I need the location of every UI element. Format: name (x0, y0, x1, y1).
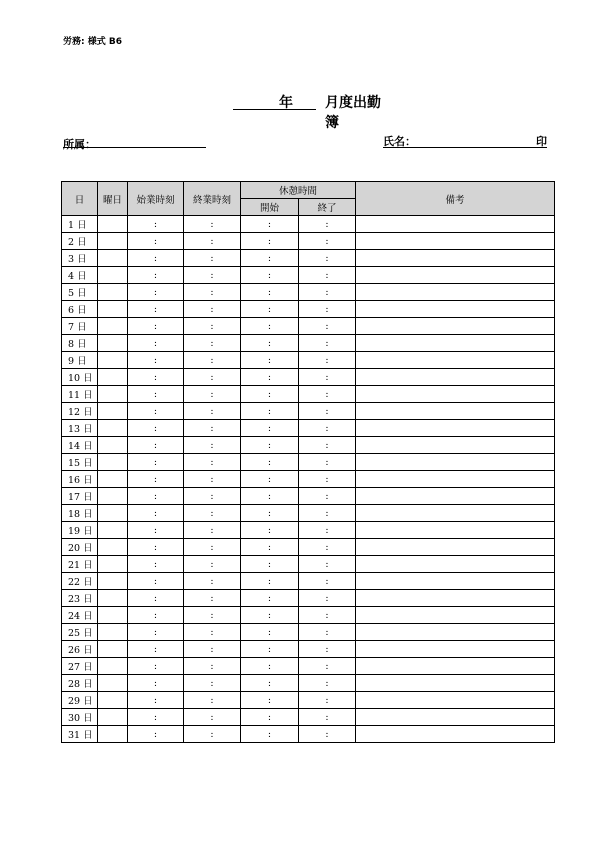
break-end-cell[interactable]: : (299, 216, 356, 233)
end-time-cell[interactable]: : (184, 403, 241, 420)
remarks-cell[interactable] (356, 641, 555, 658)
day-cell: 17 日 (62, 488, 98, 505)
weekday-cell[interactable] (98, 233, 128, 250)
start-time-cell[interactable]: : (128, 709, 184, 726)
weekday-cell[interactable] (98, 624, 128, 641)
remarks-cell[interactable] (356, 216, 555, 233)
break-start-cell[interactable]: : (241, 250, 299, 267)
remarks-cell[interactable] (356, 301, 555, 318)
day-cell: 21 日 (62, 556, 98, 573)
break-end-cell[interactable]: : (299, 386, 356, 403)
break-end-cell[interactable]: : (299, 369, 356, 386)
name-label: 氏名： (383, 135, 416, 148)
break-end-cell[interactable]: : (299, 726, 356, 743)
day-cell: 11 日 (62, 386, 98, 403)
start-time-cell[interactable]: : (128, 726, 184, 743)
break-end-cell[interactable]: : (299, 607, 356, 624)
start-time-cell[interactable]: : (128, 573, 184, 590)
table-row (62, 250, 555, 267)
break-end-cell[interactable]: : (299, 335, 356, 352)
day-cell: 23 日 (62, 590, 98, 607)
break-start-cell[interactable]: : (241, 403, 299, 420)
break-start-cell[interactable]: : (241, 522, 299, 539)
start-time-cell[interactable]: : (128, 471, 184, 488)
start-time-cell[interactable]: : (128, 301, 184, 318)
break-start-cell[interactable]: : (241, 607, 299, 624)
break-start-cell[interactable]: : (241, 352, 299, 369)
attendance-rows (62, 216, 555, 743)
end-time-cell[interactable]: : (184, 335, 241, 352)
break-start-cell[interactable]: : (241, 233, 299, 250)
remarks-cell[interactable] (356, 318, 555, 335)
break-end-cell[interactable]: : (299, 437, 356, 454)
table-row (62, 573, 555, 590)
table-row (62, 590, 555, 607)
end-time-cell[interactable]: : (184, 624, 241, 641)
remarks-cell[interactable] (356, 709, 555, 726)
end-time-cell[interactable]: : (184, 641, 241, 658)
break-start-cell[interactable]: : (241, 709, 299, 726)
table-row (62, 709, 555, 726)
start-time-cell[interactable]: : (128, 505, 184, 522)
day-cell: 15 日 (62, 454, 98, 471)
start-time-cell[interactable]: : (128, 641, 184, 658)
remarks-cell[interactable] (356, 607, 555, 624)
header-remarks: 備考 (356, 182, 555, 216)
day-cell: 22 日 (62, 573, 98, 590)
start-time-cell[interactable]: : (128, 522, 184, 539)
break-end-cell[interactable]: : (299, 233, 356, 250)
table-row (62, 403, 555, 420)
start-time-cell[interactable]: : (128, 454, 184, 471)
day-cell: 5 日 (62, 284, 98, 301)
day-cell: 8 日 (62, 335, 98, 352)
end-time-cell[interactable]: : (184, 692, 241, 709)
break-start-cell[interactable]: : (241, 386, 299, 403)
remarks-cell[interactable] (356, 726, 555, 743)
day-cell: 26 日 (62, 641, 98, 658)
weekday-cell[interactable] (98, 284, 128, 301)
break-start-cell[interactable]: : (241, 556, 299, 573)
end-time-cell[interactable]: : (184, 522, 241, 539)
start-time-cell[interactable]: : (128, 352, 184, 369)
end-time-cell[interactable]: : (184, 709, 241, 726)
day-cell: 9 日 (62, 352, 98, 369)
weekday-cell[interactable] (98, 301, 128, 318)
form-id: 労務: 様式 B6 (63, 37, 122, 47)
remarks-cell[interactable] (356, 505, 555, 522)
weekday-cell[interactable] (98, 641, 128, 658)
day-cell: 19 日 (62, 522, 98, 539)
table-row (62, 437, 555, 454)
weekday-cell[interactable] (98, 403, 128, 420)
start-time-cell[interactable]: : (128, 658, 184, 675)
start-time-cell[interactable]: : (128, 386, 184, 403)
day-cell: 25 日 (62, 624, 98, 641)
table-row (62, 369, 555, 386)
break-start-cell[interactable]: : (241, 267, 299, 284)
start-time-cell[interactable]: : (128, 624, 184, 641)
break-end-cell[interactable]: : (299, 522, 356, 539)
weekday-cell[interactable] (98, 505, 128, 522)
day-cell: 18 日 (62, 505, 98, 522)
remarks-cell[interactable] (356, 692, 555, 709)
department-label: 所属： (63, 138, 96, 151)
end-time-cell[interactable]: : (184, 675, 241, 692)
day-cell: 13 日 (62, 420, 98, 437)
weekday-cell[interactable] (98, 709, 128, 726)
end-time-cell[interactable]: : (184, 454, 241, 471)
break-end-cell[interactable]: : (299, 692, 356, 709)
start-time-cell[interactable]: : (128, 590, 184, 607)
end-time-cell[interactable]: : (184, 216, 241, 233)
day-cell: 30 日 (62, 709, 98, 726)
department-field[interactable] (63, 133, 206, 151)
end-time-cell[interactable]: : (184, 250, 241, 267)
start-time-cell[interactable]: : (128, 335, 184, 352)
break-end-cell[interactable]: : (299, 267, 356, 284)
break-end-cell[interactable]: : (299, 505, 356, 522)
header-day: 日 (62, 182, 98, 216)
break-end-cell[interactable]: : (299, 403, 356, 420)
day-cell: 3 日 (62, 250, 98, 267)
remarks-cell[interactable] (356, 590, 555, 607)
remarks-cell[interactable] (356, 386, 555, 403)
start-time-cell[interactable]: : (128, 267, 184, 284)
table-row (62, 726, 555, 743)
start-time-cell[interactable]: : (128, 675, 184, 692)
table-row (62, 301, 555, 318)
day-cell: 14 日 (62, 437, 98, 454)
table-row (62, 216, 555, 233)
end-time-cell[interactable]: : (184, 267, 241, 284)
break-start-cell[interactable]: : (241, 505, 299, 522)
day-cell: 24 日 (62, 607, 98, 624)
table-row (62, 692, 555, 709)
end-time-cell[interactable]: : (184, 437, 241, 454)
weekday-cell[interactable] (98, 437, 128, 454)
start-time-cell[interactable]: : (128, 403, 184, 420)
weekday-cell[interactable] (98, 607, 128, 624)
break-end-cell[interactable]: : (299, 624, 356, 641)
table-row (62, 233, 555, 250)
table-row (62, 607, 555, 624)
day-cell: 4 日 (62, 267, 98, 284)
break-start-cell[interactable]: : (241, 624, 299, 641)
end-time-cell[interactable]: : (184, 539, 241, 556)
header-weekday: 曜日 (98, 182, 128, 216)
weekday-cell[interactable] (98, 471, 128, 488)
break-start-cell[interactable]: : (241, 420, 299, 437)
weekday-cell[interactable] (98, 420, 128, 437)
year-blank-line (233, 109, 316, 110)
end-time-cell[interactable]: : (184, 726, 241, 743)
start-time-cell[interactable]: : (128, 539, 184, 556)
end-time-cell[interactable]: : (184, 556, 241, 573)
day-cell: 6 日 (62, 301, 98, 318)
title-text: 月度出勤簿 (325, 95, 381, 131)
break-start-cell[interactable]: : (241, 301, 299, 318)
remarks-cell[interactable] (356, 539, 555, 556)
table-row (62, 454, 555, 471)
day-cell: 27 日 (62, 658, 98, 675)
break-start-cell[interactable]: : (241, 216, 299, 233)
table-row (62, 488, 555, 505)
weekday-cell[interactable] (98, 556, 128, 573)
start-time-cell[interactable]: : (128, 437, 184, 454)
title-year: 年 (279, 95, 293, 111)
day-cell: 31 日 (62, 726, 98, 743)
start-time-cell[interactable]: : (128, 250, 184, 267)
remarks-cell[interactable] (356, 250, 555, 267)
weekday-cell[interactable] (98, 318, 128, 335)
table-row (62, 420, 555, 437)
break-start-cell[interactable]: : (241, 590, 299, 607)
remarks-cell[interactable] (356, 352, 555, 369)
header-break-end: 終了 (299, 199, 356, 216)
break-start-cell[interactable]: : (241, 369, 299, 386)
seal-label: 印 (536, 135, 547, 148)
end-time-cell[interactable]: : (184, 488, 241, 505)
break-end-cell[interactable]: : (299, 641, 356, 658)
weekday-cell[interactable] (98, 726, 128, 743)
weekday-cell[interactable] (98, 250, 128, 267)
remarks-cell[interactable] (356, 675, 555, 692)
day-cell: 12 日 (62, 403, 98, 420)
weekday-cell[interactable] (98, 539, 128, 556)
attendance-table (61, 181, 555, 743)
remarks-cell[interactable] (356, 267, 555, 284)
remarks-cell[interactable] (356, 522, 555, 539)
break-start-cell[interactable]: : (241, 454, 299, 471)
header-end-time: 終業時刻 (184, 182, 241, 216)
table-row (62, 556, 555, 573)
weekday-cell[interactable] (98, 590, 128, 607)
day-cell: 10 日 (62, 369, 98, 386)
end-time-cell[interactable]: : (184, 573, 241, 590)
page-title (233, 92, 393, 131)
start-time-cell[interactable]: : (128, 233, 184, 250)
remarks-cell[interactable] (356, 403, 555, 420)
break-start-cell[interactable]: : (241, 284, 299, 301)
break-end-cell[interactable]: : (299, 471, 356, 488)
break-end-cell[interactable]: : (299, 658, 356, 675)
break-start-cell[interactable]: : (241, 318, 299, 335)
start-time-cell[interactable]: : (128, 556, 184, 573)
break-start-cell[interactable]: : (241, 471, 299, 488)
break-end-cell[interactable]: : (299, 573, 356, 590)
day-cell: 29 日 (62, 692, 98, 709)
break-end-cell[interactable]: : (299, 556, 356, 573)
day-cell: 28 日 (62, 675, 98, 692)
start-time-cell[interactable]: : (128, 607, 184, 624)
start-time-cell[interactable]: : (128, 284, 184, 301)
table-row (62, 539, 555, 556)
weekday-cell[interactable] (98, 675, 128, 692)
weekday-cell[interactable] (98, 454, 128, 471)
end-time-cell[interactable]: : (184, 607, 241, 624)
table-row (62, 335, 555, 352)
break-start-cell[interactable]: : (241, 658, 299, 675)
break-end-cell[interactable]: : (299, 590, 356, 607)
end-time-cell[interactable]: : (184, 233, 241, 250)
table-row (62, 386, 555, 403)
start-time-cell[interactable]: : (128, 369, 184, 386)
table-row (62, 471, 555, 488)
break-end-cell[interactable]: : (299, 284, 356, 301)
break-start-cell[interactable]: : (241, 488, 299, 505)
break-end-cell[interactable]: : (299, 488, 356, 505)
break-end-cell[interactable]: : (299, 675, 356, 692)
break-start-cell[interactable]: : (241, 675, 299, 692)
end-time-cell[interactable]: : (184, 386, 241, 403)
end-time-cell[interactable]: : (184, 420, 241, 437)
remarks-cell[interactable] (356, 624, 555, 641)
weekday-cell[interactable] (98, 692, 128, 709)
weekday-cell[interactable] (98, 522, 128, 539)
remarks-cell[interactable] (356, 284, 555, 301)
start-time-cell[interactable]: : (128, 488, 184, 505)
end-time-cell[interactable]: : (184, 369, 241, 386)
break-end-cell[interactable]: : (299, 420, 356, 437)
weekday-cell[interactable] (98, 658, 128, 675)
day-cell: 7 日 (62, 318, 98, 335)
break-end-cell[interactable]: : (299, 301, 356, 318)
weekday-cell[interactable] (98, 488, 128, 505)
weekday-cell[interactable] (98, 267, 128, 284)
day-cell: 16 日 (62, 471, 98, 488)
day-cell: 20 日 (62, 539, 98, 556)
end-time-cell[interactable]: : (184, 658, 241, 675)
break-end-cell[interactable]: : (299, 454, 356, 471)
weekday-cell[interactable] (98, 216, 128, 233)
header-break-start: 開始 (241, 199, 299, 216)
remarks-cell[interactable] (356, 471, 555, 488)
break-start-cell[interactable]: : (241, 726, 299, 743)
start-time-cell[interactable]: : (128, 216, 184, 233)
weekday-cell[interactable] (98, 335, 128, 352)
break-start-cell[interactable]: : (241, 437, 299, 454)
end-time-cell[interactable]: : (184, 352, 241, 369)
weekday-cell[interactable] (98, 386, 128, 403)
break-end-cell[interactable]: : (299, 709, 356, 726)
table-row (62, 318, 555, 335)
table-row (62, 284, 555, 301)
end-time-cell[interactable]: : (184, 301, 241, 318)
header-start-time: 始業時刻 (128, 182, 184, 216)
remarks-cell[interactable] (356, 437, 555, 454)
end-time-cell[interactable]: : (184, 505, 241, 522)
start-time-cell[interactable]: : (128, 318, 184, 335)
break-end-cell[interactable]: : (299, 318, 356, 335)
table-row (62, 267, 555, 284)
break-end-cell[interactable]: : (299, 352, 356, 369)
remarks-cell[interactable] (356, 454, 555, 471)
weekday-cell[interactable] (98, 369, 128, 386)
break-start-cell[interactable]: : (241, 335, 299, 352)
start-time-cell[interactable]: : (128, 420, 184, 437)
day-cell: 1 日 (62, 216, 98, 233)
remarks-cell[interactable] (356, 573, 555, 590)
remarks-cell[interactable] (356, 335, 555, 352)
remarks-cell[interactable] (356, 658, 555, 675)
break-start-cell[interactable]: : (241, 573, 299, 590)
table-row (62, 624, 555, 641)
table-row (62, 522, 555, 539)
remarks-cell[interactable] (356, 420, 555, 437)
remarks-cell[interactable] (356, 233, 555, 250)
table-row (62, 641, 555, 658)
start-time-cell[interactable]: : (128, 692, 184, 709)
table-row (62, 505, 555, 522)
remarks-cell[interactable] (356, 488, 555, 505)
day-cell: 2 日 (62, 233, 98, 250)
header-break-time: 休憩時間 (241, 182, 356, 199)
remarks-cell[interactable] (356, 369, 555, 386)
table-row (62, 352, 555, 369)
table-row (62, 658, 555, 675)
table-row (62, 675, 555, 692)
end-time-cell[interactable]: : (184, 318, 241, 335)
remarks-cell[interactable] (356, 556, 555, 573)
break-start-cell[interactable]: : (241, 692, 299, 709)
break-end-cell[interactable]: : (299, 250, 356, 267)
break-end-cell[interactable]: : (299, 539, 356, 556)
end-time-cell[interactable]: : (184, 471, 241, 488)
break-start-cell[interactable]: : (241, 641, 299, 658)
break-start-cell[interactable]: : (241, 539, 299, 556)
end-time-cell[interactable]: : (184, 590, 241, 607)
weekday-cell[interactable] (98, 573, 128, 590)
name-field[interactable] (383, 133, 547, 148)
weekday-cell[interactable] (98, 352, 128, 369)
end-time-cell[interactable]: : (184, 284, 241, 301)
